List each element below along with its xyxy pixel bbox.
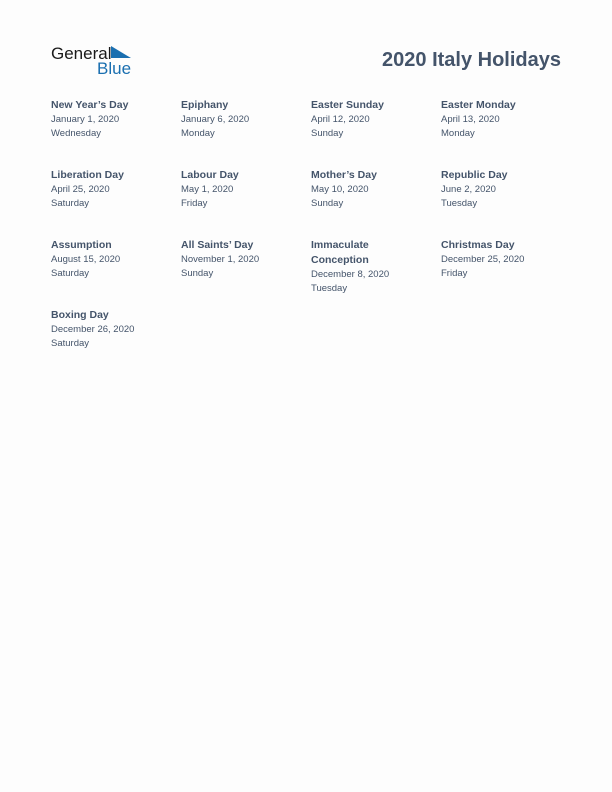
- holiday-entry: [441, 238, 566, 280]
- holiday-weekday: Monday: [181, 127, 215, 139]
- holiday-entry: [181, 98, 306, 140]
- generalblue-logo: [51, 44, 141, 78]
- holiday-date: November 1, 2020: [181, 254, 260, 265]
- holiday-weekday: Wednesday: [51, 127, 101, 139]
- holiday-weekday: Tuesday: [441, 197, 478, 209]
- holiday-weekday: Friday: [181, 197, 208, 209]
- holiday-name: Labour Day: [181, 169, 239, 181]
- holiday-entry: [311, 98, 436, 140]
- page-title: 2020 Italy Holidays: [382, 49, 561, 71]
- holiday-name: Liberation Day: [51, 169, 124, 181]
- holiday-name: Easter Sunday: [311, 99, 384, 111]
- holiday-name: Republic Day: [441, 169, 508, 181]
- holiday-entry: [51, 308, 176, 350]
- holiday-row: [51, 98, 571, 168]
- holiday-date: August 15, 2020: [51, 254, 121, 265]
- holiday-date: May 10, 2020: [311, 184, 369, 195]
- holiday-weekday: Saturday: [51, 267, 90, 279]
- holiday-weekday: Saturday: [51, 197, 90, 209]
- holiday-entry: [311, 238, 436, 295]
- holiday-entry: [51, 98, 176, 140]
- holiday-entry: [181, 168, 306, 210]
- holiday-name: Easter Monday: [441, 99, 516, 111]
- holiday-row: [51, 168, 571, 238]
- holiday-weekday: Tuesday: [311, 282, 348, 294]
- holiday-date: May 1, 2020: [181, 184, 234, 195]
- holiday-date: April 13, 2020: [441, 114, 500, 125]
- holiday-entry: [441, 168, 566, 210]
- holiday-row: [51, 308, 571, 378]
- holiday-name: Immaculate Conception: [311, 239, 369, 266]
- holiday-date: December 8, 2020: [311, 269, 390, 280]
- holiday-date: June 2, 2020: [441, 184, 496, 195]
- holiday-entry: [51, 238, 176, 280]
- holiday-row: [51, 238, 571, 308]
- holiday-name: Epiphany: [181, 99, 229, 111]
- holiday-weekday: Sunday: [311, 197, 344, 209]
- holiday-date: January 1, 2020: [51, 114, 120, 125]
- logo-general-text: General: [51, 44, 112, 63]
- holiday-weekday: Saturday: [51, 337, 90, 349]
- logo-blue-text: Blue: [97, 59, 132, 78]
- holiday-date: December 25, 2020: [441, 254, 525, 265]
- holiday-name: Assumption: [51, 239, 112, 251]
- holiday-weekday: Friday: [441, 267, 468, 279]
- holiday-entry: [441, 98, 566, 140]
- holiday-name: Mother’s Day: [311, 169, 377, 181]
- holiday-date: April 12, 2020: [311, 114, 370, 125]
- holiday-date: December 26, 2020: [51, 324, 135, 335]
- holiday-date: January 6, 2020: [181, 114, 250, 125]
- holiday-name: Boxing Day: [51, 309, 109, 321]
- holiday-entry: [51, 168, 176, 210]
- holiday-name: New Year’s Day: [51, 99, 129, 111]
- holiday-entry: [181, 238, 306, 280]
- logo-triangle-icon: [111, 46, 131, 60]
- holiday-entry: [311, 168, 436, 210]
- holiday-weekday: Sunday: [311, 127, 344, 139]
- holiday-weekday: Monday: [441, 127, 475, 139]
- holiday-name: All Saints’ Day: [181, 239, 254, 251]
- holiday-date: April 25, 2020: [51, 184, 110, 195]
- holiday-weekday: Sunday: [181, 267, 214, 279]
- holiday-grid: [51, 98, 571, 378]
- holiday-name: Christmas Day: [441, 239, 515, 251]
